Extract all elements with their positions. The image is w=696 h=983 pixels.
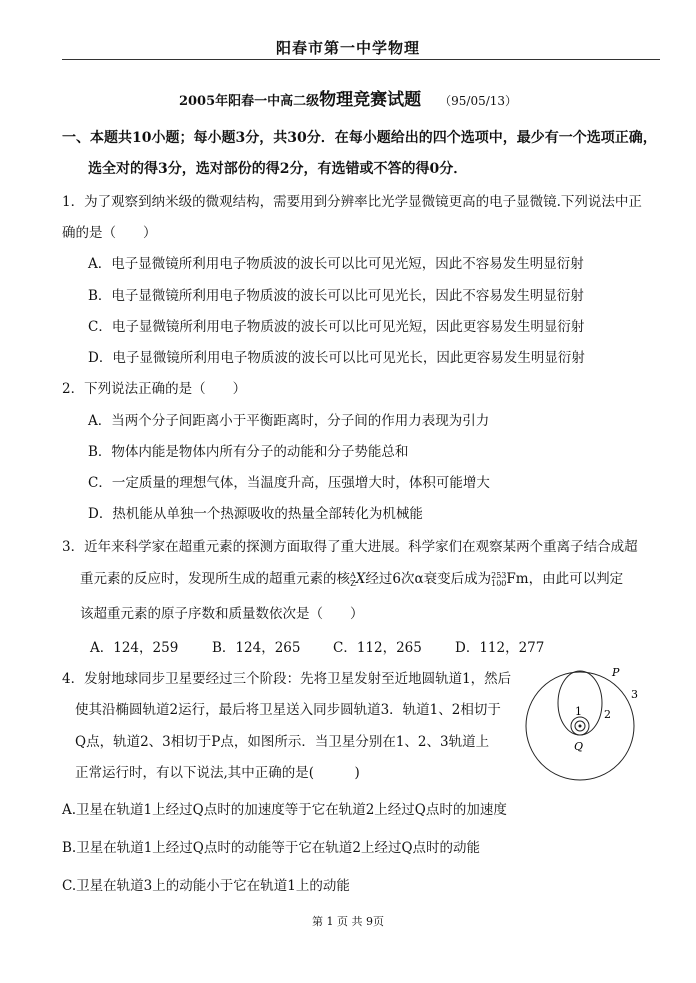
q2-option-b: B．物体内能是物体内所有分子的动能和分子势能总和 [88,444,409,460]
q3-line2-a: 重元素的反应时，发现所生成的超重元素的核 [80,571,350,587]
q1-option-c: C．电子显微镜所利用电子物质波的波长可以比可见光短，因此更容易发生明显衍射 [88,319,585,335]
earth-center [579,725,582,728]
label-orbit-1: 1 [575,705,582,718]
title-date: （95/05/13） [439,94,518,108]
q4-line3: Q点，轨道2、3相切于P点，如图所示．当卫星分别在1、2、3轨道上 [75,734,490,750]
title-main: 物理竞赛试题 [319,90,422,110]
q1-line2: 确的是（ ） [62,225,157,241]
q3-line2-b: 经过6次α衰变后成为 [365,571,492,587]
section1-line1: 一、本题共10小题；每小题3分，共30分．在每小题给出的四个选项中，最少有一个选项正确， [62,130,657,146]
q3-line1: 3．近年来科学家在超重元素的探测方面取得了重大进展。科学家们在观察某两个重离子结合成超 [62,539,638,555]
q3-line2-c: ，由此可以判定 [528,571,624,587]
q4-line1: 4．发射地球同步卫星要经过三个阶段：先将卫星发射至近地圆轨道1，然后 [62,671,512,687]
q2-line1: 2．下列说法正确的是（ ） [62,381,247,397]
label-q: Q [574,740,584,753]
label-orbit-2: 2 [604,708,611,721]
q3-line3: 该超重元素的原子序数和质量数依次是（ ） [80,606,364,622]
label-p: P [612,666,620,679]
q2-option-d: D．热机能从单独一个热源吸收的热量全部转化为机械能 [88,506,423,522]
q4-line2: 使其沿椭圆轨道2运行，最后将卫星送入同步圆轨道3．轨道1、2相切于 [75,702,501,718]
q4-option-b: B.卫星在轨道1上经过Q点时的动能等于它在轨道2上经过Q点时的动能 [62,840,481,856]
q3-option-a: A．124，259 [90,640,179,656]
q3-option-c: C．112，265 [333,640,422,656]
orbit-diagram [518,662,656,784]
q3-option-b: B．124，265 [212,640,301,656]
section1-line2: 选全对的得3分，选对部份的得2分，有选错或不答的得0分． [88,161,468,177]
label-orbit-3: 3 [631,688,638,701]
nuclide-fm: 253 100 [491,570,507,588]
q1-option-b: B．电子显微镜所利用电子物质波的波长可以比可见光长，因此不容易发生明显衍射 [88,288,584,304]
q1-option-d: D．电子显微镜所利用电子物质波的波长可以比可见光长，因此更容易发生明显衍射 [88,350,585,366]
q3-option-d: D．112，277 [455,640,545,656]
q2-option-a: A．当两个分子间距离小于平衡距离时，分子间的作用力表现为引力 [88,413,490,429]
title-prefix: 2005年阳春一中高二级 [178,94,320,109]
page-header: 阳春市第一中学物理 [275,39,420,57]
page-footer: 第 1 页 共 9页 [312,915,384,928]
q1-line1: 1．为了观察到纳米级的微观结构，需要用到分辨率比光学显微镜更高的电子显微镜.下列说法中正 [62,194,642,210]
q4-option-c: C.卫星在轨道3上的动能小于它在轨道1上的动能 [62,878,350,894]
q1-option-a: A．电子显微镜所利用电子物质波的波长可以比可见光短，因此不容易发生明显衍射 [88,256,584,272]
q2-option-c: C．一定质量的理想气体，当温度升高，压强增大时，体积可能增大 [88,475,490,491]
exam-title [0,85,696,110]
nuclide-superheavy: A Z [350,570,356,588]
q4-line4: 正常运行时，有以下说法,其中正确的是( ) [75,765,360,781]
q4-option-a: A.卫星在轨道1上经过Q点时的加速度等于它在轨道2上经过Q点时的加速度 [62,802,507,818]
header-rule [62,59,660,60]
q3-line2: 重元素的反应时，发现所生成的超重元素的核 A Z X经过6次α衰变后成为 253 100 Fm，由此可以判定 [80,570,624,588]
